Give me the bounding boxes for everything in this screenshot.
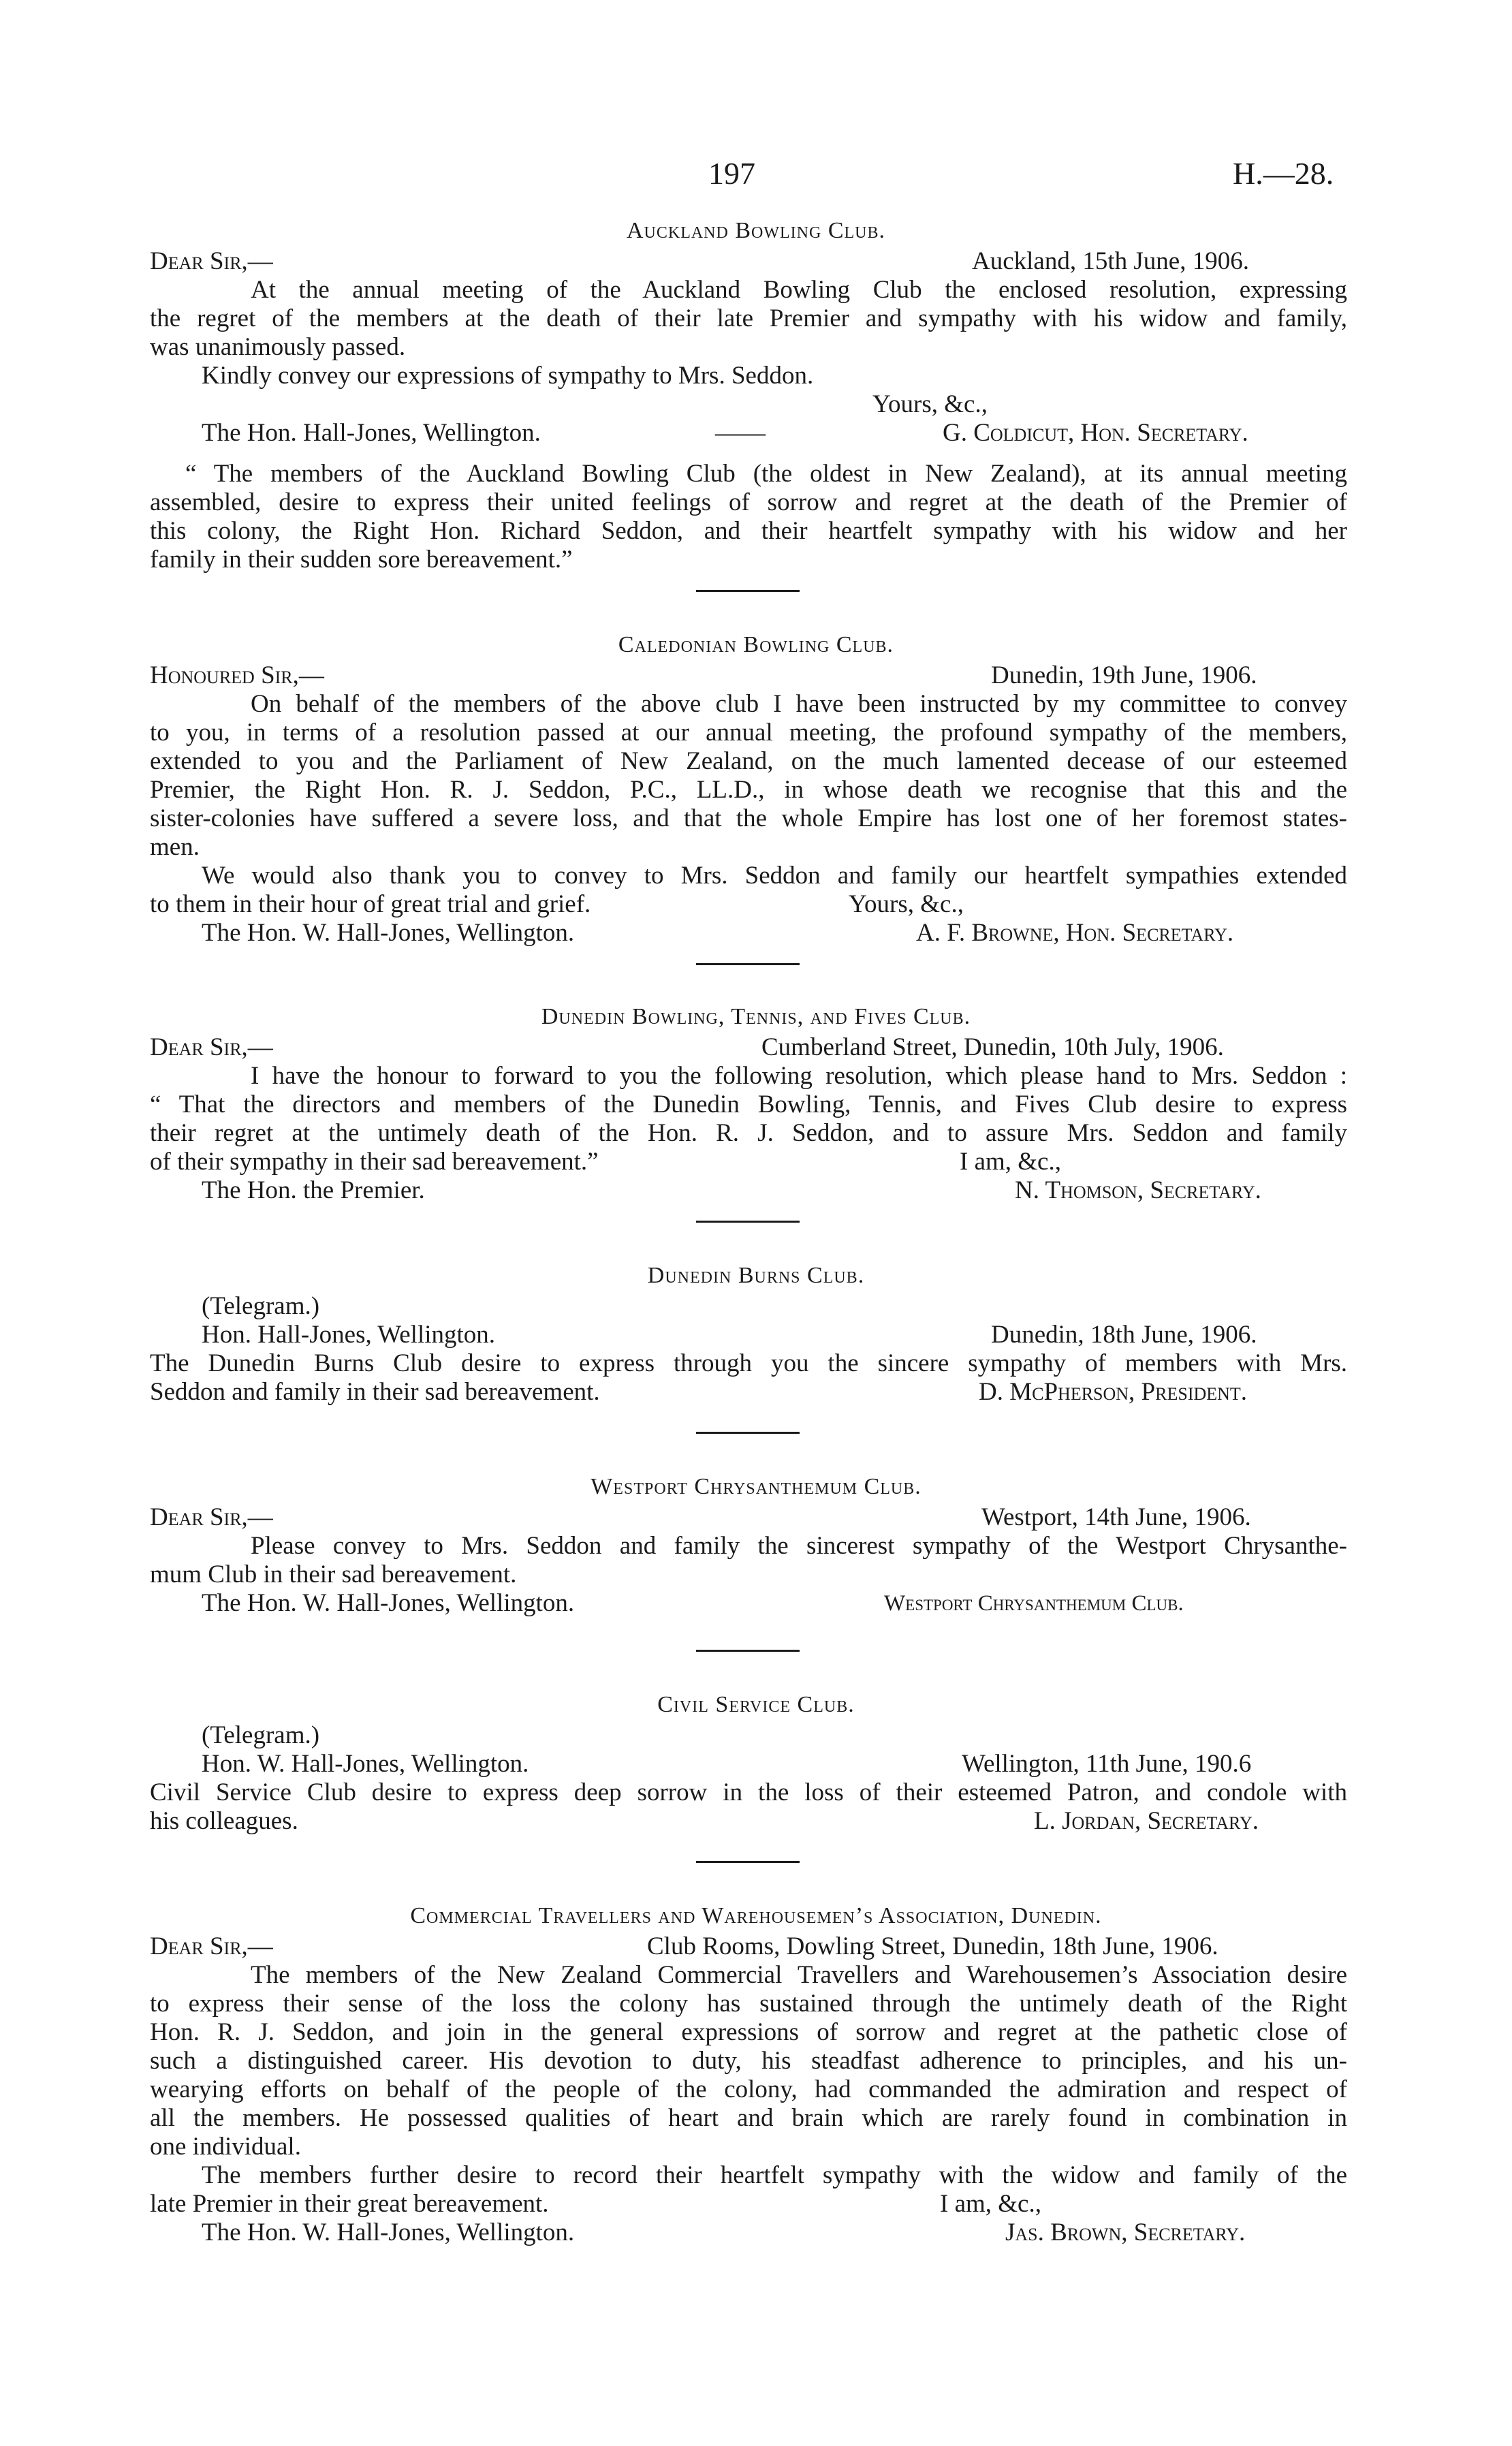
body-line: late Premier in their great bereavement.: [150, 2190, 549, 2218]
body-line: one individual.: [150, 2133, 301, 2161]
page-reference: H.—28.: [1233, 156, 1334, 191]
closing: I am, &c.,: [960, 1148, 1061, 1176]
signature: Jas. Brown, Secretary.: [1005, 2218, 1246, 2246]
body-line: extended to you and the Parliament of New Zealand, on the much lamented decease of our esteemed: [150, 747, 1347, 775]
addressee: The Hon. W. Hall-Jones, Wellington.: [202, 1589, 575, 1617]
body-line: Civil Service Club desire to express deep sorrow in the loss of their esteemed Patron, and condole with: [150, 1778, 1347, 1806]
body-line: to you, in terms of a resolution passed at our annual meeting, the profound sympathy of the members,: [150, 719, 1347, 747]
body-line: men.: [150, 833, 200, 861]
body-line: to express their sense of the loss the colony has sustained through the untimely death of the Right: [150, 1990, 1347, 2018]
body-line: Hon. R. J. Seddon, and join in the general expressions of sorrow and regret at the pathetic close of: [150, 2018, 1347, 2046]
resolution-line: assembled, desire to express their united feelings of sorrow and regret at the death of the Premier of: [150, 488, 1347, 516]
section-divider: [696, 1650, 800, 1652]
body-line: I have the honour to forward to you the following resolution, which please hand to Mrs. Seddon :: [251, 1062, 1347, 1090]
salutation: Dear Sir,—: [150, 1503, 273, 1531]
body-line: his colleagues.: [150, 1807, 298, 1835]
dateline: Auckland, 15th June, 1906.: [972, 247, 1249, 275]
addressee: Hon. Hall-Jones, Wellington.: [202, 1321, 496, 1349]
section-divider: [696, 1221, 800, 1223]
addressee: The Hon. W. Hall-Jones, Wellington.: [202, 2218, 575, 2246]
dateline: Dunedin, 18th June, 1906.: [991, 1321, 1257, 1349]
closing: Yours, &c.,: [849, 890, 964, 918]
section-title-westport: Westport Chrysanthemum Club.: [590, 1474, 922, 1499]
dateline: Wellington, 11th June, 190.6: [962, 1750, 1252, 1778]
section-title-civil: Civil Service Club.: [657, 1692, 855, 1717]
body-line: mum Club in their sad bereavement.: [150, 1561, 517, 1588]
addressee: Hon. W. Hall-Jones, Wellington.: [202, 1750, 529, 1778]
body-line: wearying efforts on behalf of the people of the colony, had commanded the admiration and respect of: [150, 2075, 1347, 2103]
salutation: Dear Sir,—: [150, 247, 273, 275]
body-line: their regret at the untimely death of the Hon. R. J. Seddon, and to assure Mrs. Seddon and family: [150, 1119, 1347, 1147]
body-line: the regret of the members at the death of their late Premier and sympathy with his widow and family,: [150, 304, 1347, 332]
body-line: At the annual meeting of the Auckland Bowling Club the enclosed resolution, expressing: [251, 276, 1347, 304]
closing: Yours, &c.,: [872, 390, 988, 418]
section-divider: [696, 1432, 800, 1434]
dateline: Club Rooms, Dowling Street, Dunedin, 18th June, 1906.: [647, 1932, 1218, 1960]
body-line: was unanimously passed.: [150, 333, 406, 361]
addressee: The Hon. W. Hall-Jones, Wellington.: [202, 919, 575, 947]
salutation: Dear Sir,—: [150, 1033, 273, 1061]
body-line: Kindly convey our expressions of sympathy to Mrs. Seddon.: [202, 362, 814, 390]
body-line: sister-colonies have suffered a severe loss, and that the whole Empire has lost one of her foremost states-: [150, 804, 1347, 832]
addressee: The Hon. the Premier.: [202, 1176, 425, 1204]
body-line: The members further desire to record their heartfelt sympathy with the widow and family of the: [202, 2161, 1347, 2189]
body-line: such a distinguished career. His devotion to duty, his steadfast adherence to principles, and his un-: [150, 2047, 1347, 2075]
body-line: to them in their hour of great trial and grief.: [150, 890, 591, 918]
signature: N. Thomson, Secretary.: [1015, 1176, 1261, 1204]
dateline: Westport, 14th June, 1906.: [981, 1503, 1251, 1531]
resolution-line: family in their sudden sore bereavement.”: [150, 546, 573, 574]
telegram-label: (Telegram.): [202, 1292, 320, 1320]
section-divider: [696, 1861, 800, 1863]
body-line: all the members. He possessed qualities of heart and brain which are rarely found in combination in: [150, 2104, 1347, 2132]
signature: L. Jordan, Secretary.: [1034, 1807, 1259, 1835]
dateline: Cumberland Street, Dunedin, 10th July, 1906.: [761, 1033, 1224, 1061]
telegram-label: (Telegram.): [202, 1721, 320, 1749]
signature: G. Coldicut, Hon. Secretary.: [943, 419, 1248, 447]
closing: I am, &c.,: [940, 2190, 1041, 2218]
body-line: The Dunedin Burns Club desire to express through you the sincere sympathy of members with Mrs.: [150, 1349, 1347, 1377]
section-title-auckland: Auckland Bowling Club.: [626, 218, 886, 243]
section-title-burns: Dunedin Burns Club.: [647, 1263, 865, 1288]
body-line: On behalf of the members of the above club I have been instructed by my committee to convey: [251, 690, 1347, 718]
section-title-dunedin-bowling: Dunedin Bowling, Tennis, and Fives Club.: [541, 1004, 971, 1029]
resolution-line: this colony, the Right Hon. Richard Seddon, and their heartfelt sympathy with his widow and her: [150, 517, 1347, 545]
dateline: Dunedin, 19th June, 1906.: [991, 661, 1257, 689]
signature: A. F. Browne, Hon. Secretary.: [916, 919, 1234, 947]
body-line: of their sympathy in their sad bereavement.”: [150, 1148, 599, 1176]
body-line: Seddon and family in their sad bereavement.: [150, 1378, 600, 1406]
section-divider: [696, 963, 800, 965]
section-divider: [696, 590, 800, 592]
addressee: The Hon. Hall-Jones, Wellington.: [202, 419, 541, 447]
section-title-caledonian: Caledonian Bowling Club.: [618, 632, 894, 657]
resolution-line: “ The members of the Auckland Bowling Club (the oldest in New Zealand), at its annual meeting: [185, 460, 1347, 488]
salutation: Honoured Sir,—: [150, 661, 324, 689]
salutation: Dear Sir,—: [150, 1932, 273, 1960]
body-line: We would also thank you to convey to Mrs. Seddon and family our heartfelt sympathies extended: [202, 862, 1347, 890]
page-number: 197: [708, 156, 755, 191]
body-line: The members of the New Zealand Commercial Travellers and Warehousemen’s Association desire: [251, 1961, 1347, 1989]
signature: D. McPherson, President.: [979, 1378, 1248, 1406]
dash: ——: [715, 419, 766, 447]
body-line: “ That the directors and members of the Dunedin Bowling, Tennis, and Fives Club desire to express: [150, 1091, 1347, 1118]
body-line: Premier, the Right Hon. R. J. Seddon, P.C., LL.D., in whose death we recognise that this and the: [150, 776, 1347, 804]
section-title-commercial: Commercial Travellers and Warehousemen’s Association, Dunedin.: [410, 1903, 1102, 1928]
signature: Westport Chrysanthemum Club.: [884, 1591, 1184, 1616]
body-line: Please convey to Mrs. Seddon and family the sincerest sympathy of the Westport Chrysanthe-: [251, 1532, 1347, 1560]
